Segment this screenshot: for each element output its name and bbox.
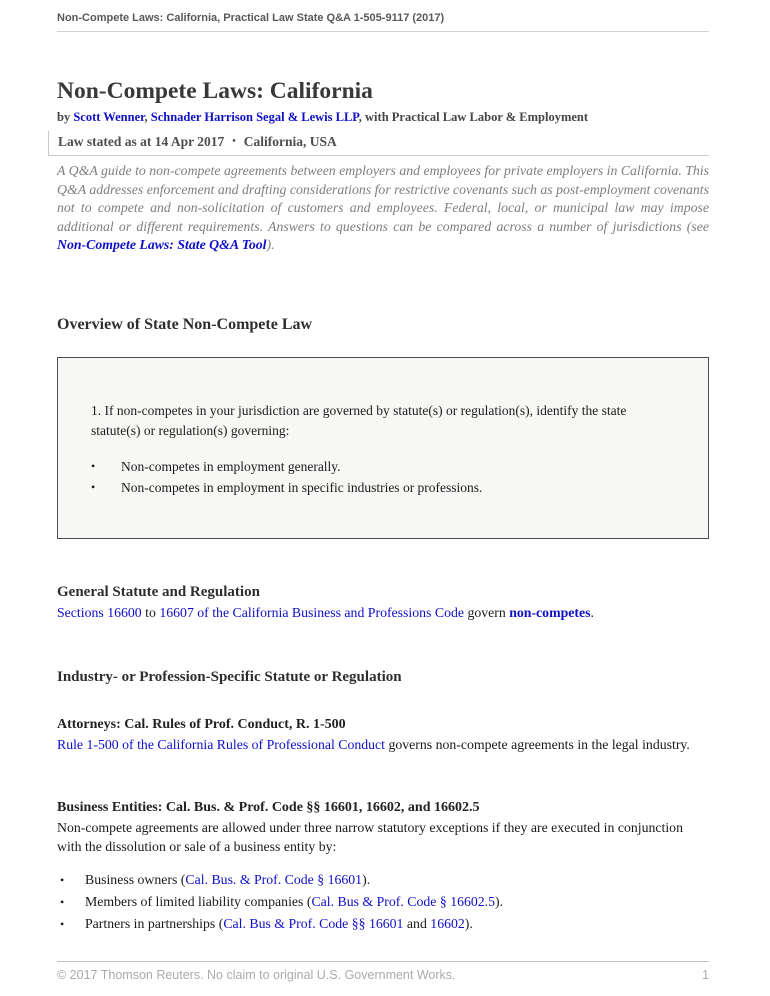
- page-title: Non-Compete Laws: California: [57, 78, 373, 104]
- list-item: [91, 477, 672, 499]
- plain-text: to: [141, 604, 160, 620]
- list-item: [57, 913, 709, 935]
- plain-text: Members of limited liability companies (: [85, 893, 312, 909]
- business-entities-intro: Non-compete agreements are allowed under three narrow statutory exceptions if they are executed in conjunction with the dissolution or sale of a business entity by:: [57, 819, 683, 854]
- general-statute-text: [57, 603, 709, 622]
- list-item: [57, 891, 709, 913]
- abstract-after: ).: [266, 237, 275, 252]
- plain-text: and: [403, 915, 431, 931]
- list-item: [91, 456, 672, 478]
- plain-text: govern: [464, 604, 510, 620]
- list-item-text: [85, 913, 473, 935]
- document-content: [57, 77, 709, 935]
- list-item-text: Non-competes in employment generally.: [121, 458, 341, 474]
- plain-text: ).: [495, 893, 504, 909]
- abstract-text: [57, 162, 709, 255]
- link-non-competes[interactable]: non-competes: [509, 604, 591, 620]
- byline: [57, 109, 709, 125]
- law-stated-text: Law stated as at 14 Apr 2017: [58, 134, 225, 149]
- link-bpc-16601-partners[interactable]: Cal. Bus & Prof. Code §§ 16601: [223, 915, 404, 931]
- question-bullet-list: [91, 456, 672, 499]
- bullet-icon: •: [60, 872, 65, 887]
- bullet-icon: •: [91, 480, 96, 494]
- list-item-text: Non-competes in employment in specific industries or professions.: [121, 480, 483, 495]
- jurisdiction-text: California, USA: [243, 134, 337, 149]
- plain-text: governs non-compete agreements in the legal industry.: [385, 736, 690, 752]
- law-stated-bar: [48, 131, 709, 156]
- attorneys-text: [57, 735, 709, 754]
- heading-general-statute: General Statute and Regulation: [57, 583, 260, 600]
- state-qa-tool-link[interactable]: Non-Compete Laws: State Q&A Tool: [57, 237, 267, 252]
- running-header: [57, 12, 709, 32]
- plain-text: .: [590, 604, 594, 620]
- link-rule-1-500[interactable]: Rule 1-500 of the California Rules of Professional Conduct: [57, 736, 386, 752]
- question-text: 1. If non-competes in your jurisdiction are governed by statute(s) or regulation(s), identify the state statute(s) or regulation(s) governing:: [91, 402, 627, 438]
- page-number: 1: [702, 968, 709, 982]
- heading-industry-specific: Industry- or Profession-Specific Statute or Regulation: [57, 668, 402, 685]
- list-item-text: [85, 891, 503, 913]
- page-footer: [57, 961, 709, 982]
- list-item-text: [85, 869, 370, 891]
- bullet-icon: •: [60, 894, 65, 909]
- plain-text: Partners in partnerships (: [85, 915, 224, 931]
- link-sections-16600[interactable]: Sections 16600: [57, 604, 142, 620]
- byline-separator: ,: [144, 110, 151, 124]
- section-heading-overview: Overview of State Non-Compete Law: [57, 315, 313, 333]
- bullet-icon: •: [91, 458, 96, 473]
- firm-link[interactable]: Schnader Harrison Segal & Lewis LLP: [150, 110, 359, 124]
- question-box: [57, 357, 709, 539]
- author-link[interactable]: Scott Wenner: [73, 110, 145, 124]
- bullet-icon: •: [60, 916, 65, 931]
- list-item: [57, 869, 709, 891]
- byline-prefix: by: [57, 110, 74, 124]
- link-16607-bpc[interactable]: 16607 of the California Business and Professions Code: [159, 604, 464, 620]
- heading-attorneys: Attorneys: Cal. Rules of Prof. Conduct, R. 1-500: [57, 716, 346, 732]
- byline-suffix: , with Practical Law Labor & Employment: [358, 110, 589, 124]
- link-bpc-16601[interactable]: Cal. Bus. & Prof. Code § 16601: [185, 871, 363, 887]
- copyright-text: © 2017 Thomson Reuters. No claim to original U.S. Government Works.: [57, 968, 456, 982]
- business-entities-list: [57, 869, 709, 935]
- plain-text: ).: [362, 871, 371, 887]
- dot-separator-icon: •: [232, 136, 236, 147]
- abstract-before: A Q&A guide to non-compete agreements between employers and employees for private employers in California. This Q&A addresses enforcement and drafting considerations for restrictive covenants such as post-employment covenants not to compete and non-solicitation of customers and employees. Federal, local, or municipal law may impose additional or different requirements. Answers to questions can be compared across a number of jurisdictions (see: [57, 163, 709, 234]
- plain-text: Business owners (: [85, 871, 186, 887]
- plain-text: ).: [464, 915, 473, 931]
- link-bpc-16602-5[interactable]: Cal. Bus & Prof. Code § 16602.5: [311, 893, 496, 909]
- running-header-title: Non-Compete Laws: California, Practical Law State Q&A 1-505-9117 (2017): [57, 12, 445, 24]
- link-bpc-16602[interactable]: 16602: [430, 915, 465, 931]
- heading-business-entities: Business Entities: Cal. Bus. & Prof. Code §§ 16601, 16602, and 16602.5: [57, 799, 480, 815]
